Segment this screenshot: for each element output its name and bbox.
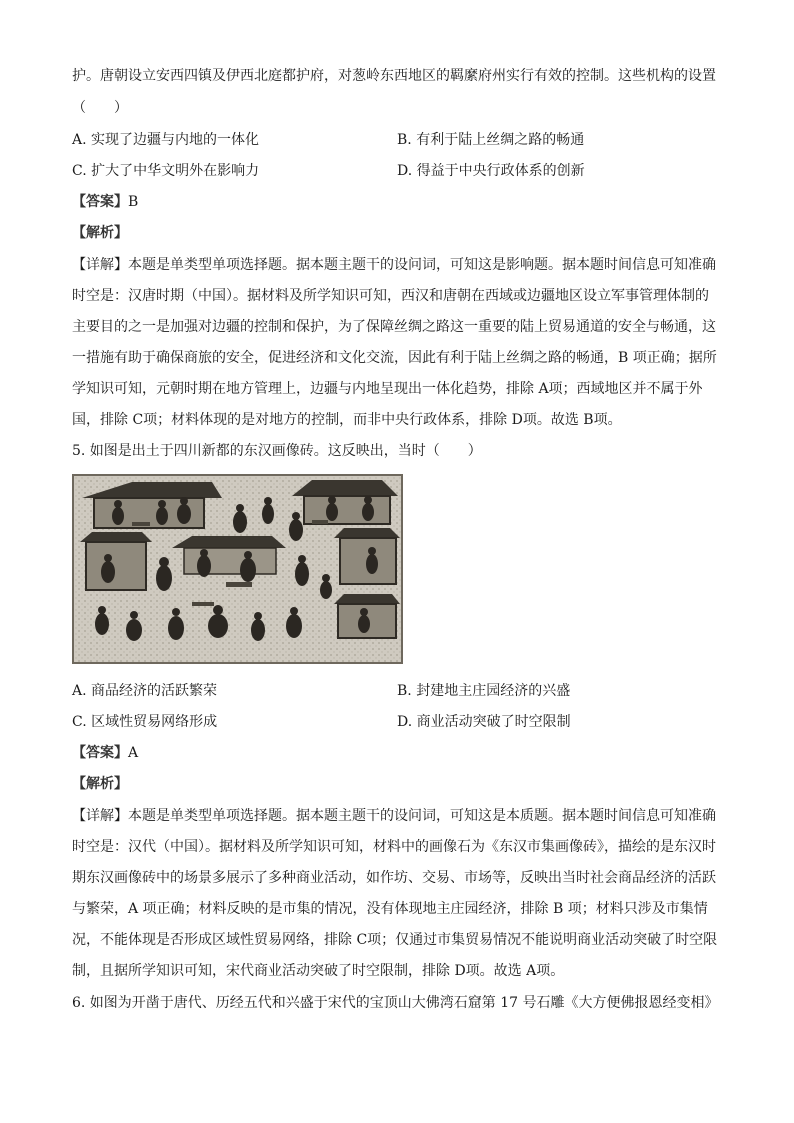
q4-answer-row (72, 192, 138, 212)
q4-option-a: A. 实现了边疆与内地的一体化 (72, 132, 260, 148)
q5-detail-line-6: 制，且据所学知识可知，宋代商业活动突破了时空限制，排除 D项。故选 A项。 (72, 963, 565, 979)
q5-option-b: B. 封建地主庄园经济的兴盛 (397, 683, 571, 699)
han-brick-relief-image (72, 474, 403, 664)
q6-stem: 6. 如图为开凿于唐代、历经五代和兴盛于宋代的宝顶山大佛湾石窟第 17 号石雕《大方便佛报恩经变相》 (72, 995, 719, 1011)
q4-detail-line-1: 【详解】本题是单类型单项选择题。据本题主题干的设问词，可知这是影响题。据本题时间信息可知准确 (72, 257, 716, 273)
q5-answer-row (72, 743, 138, 763)
q4-answer-value: B (128, 194, 139, 210)
q5-answer-value: A (128, 745, 139, 761)
q4-detail-line-6: 国，排除 C项；材料体现的是对地方的控制，而非中央行政体系，排除 D项。故选 B项。 (72, 412, 622, 428)
q5-stem: 5. 如图是出土于四川新都的东汉画像砖。这反映出，当时（ ） (72, 443, 482, 459)
q4-stem-line-2: （ ） (72, 100, 128, 116)
q4-answer-label: 【答案】 (72, 194, 128, 210)
q4-detail-line-4: 一措施有助于确保商旅的安全，促进经济和文化交流，因此有利于陆上丝绸之路的畅通，B 项正确；据所 (72, 350, 717, 366)
q5-detail-line-1: 【详解】本题是单类型单项选择题。据本题主题干的设问词，可知这是本质题。据本题时间信息可知准确 (72, 808, 716, 824)
q4-option-c: C. 扩大了中华文明外在影响力 (72, 163, 260, 179)
q5-option-a: A. 商品经济的活跃繁荣 (72, 683, 218, 699)
q4-option-d: D. 得益于中央行政体系的创新 (397, 163, 585, 179)
q4-detail-line-5: 学知识可知，元朝时期在地方管理上，边疆与内地呈现出一体化趋势，排除 A项；西域地区并不属于外 (72, 381, 703, 397)
q4-analysis-label: 【解析】 (72, 225, 128, 241)
q5-analysis-label: 【解析】 (72, 776, 128, 792)
q5-option-c: C. 区域性贸易网络形成 (72, 714, 218, 730)
q5-detail-line-4: 与繁荣，A 项正确；材料反映的是市集的情况，没有体现地主庄园经济，排除 B 项；材料只涉及市集情 (72, 901, 708, 917)
q5-answer-label: 【答案】 (72, 745, 128, 761)
q4-stem-line-1: 护。唐朝设立安西四镇及伊西北庭都护府，对葱岭东西地区的羁縻府州实行有效的控制。这些机构的设置 (72, 68, 716, 84)
q5-detail-line-3: 期东汉画像砖中的场景多展示了多种商业活动，如作坊、交易、市场等，反映出当时社会商品经济的活跃 (72, 870, 716, 886)
q4-detail-line-2: 时空是：汉唐时期（中国）。据材料及所学知识可知，西汉和唐朝在西域或边疆地区设立军事管理体制的 (72, 288, 709, 304)
q5-detail-line-5: 况，不能体现是否形成区域性贸易网络，排除 C项；仅通过市集贸易情况不能说明商业活动突破了时空限 (72, 932, 718, 948)
q5-option-d: D. 商业活动突破了时空限制 (397, 714, 571, 730)
q4-option-b: B. 有利于陆上丝绸之路的畅通 (397, 132, 585, 148)
q4-detail-line-3: 主要目的之一是加强对边疆的控制和保护，为了保障丝绸之路这一重要的陆上贸易通道的安全与畅通，这 (72, 319, 716, 335)
q5-detail-line-2: 时空是：汉代（中国）。据材料及所学知识可知，材料中的画像石为《东汉市集画像砖》，描绘的是东汉时 (72, 839, 716, 855)
